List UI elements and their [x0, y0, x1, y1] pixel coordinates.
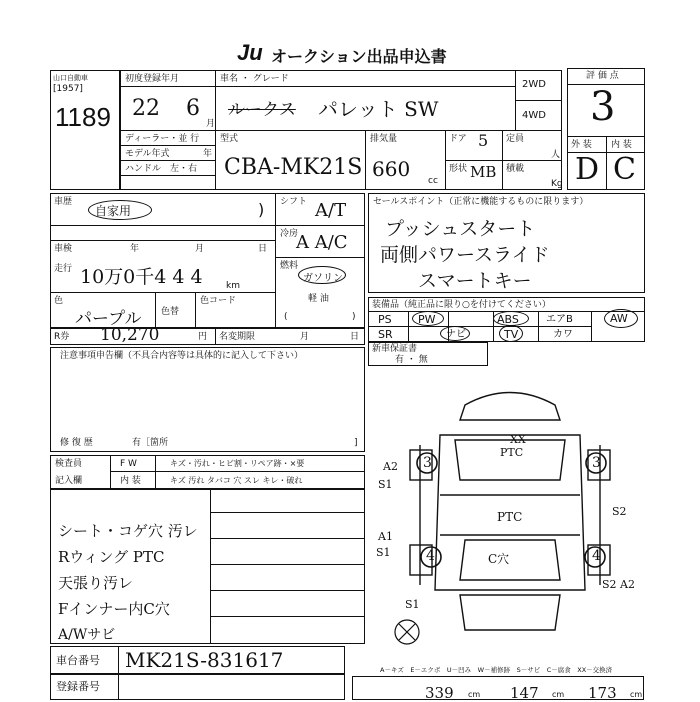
inspection-label: 車検 [54, 244, 73, 254]
usage-value: 自家用 [95, 204, 132, 218]
repair-history-value: 有［箇所 [132, 438, 169, 448]
inspection-month: 月 [195, 244, 205, 254]
repair-history-label: 修 復 歴 [60, 438, 93, 448]
equip-navi: ナビ [446, 329, 466, 340]
load-label: 積載 [506, 164, 525, 174]
remark-line-4: Fインナー内C穴 [58, 600, 170, 618]
first-registration-era: 22 [132, 96, 160, 121]
rating-score: 3 [590, 84, 616, 130]
exterior-grade: D [575, 152, 600, 187]
legend-interior: キズ 汚れ タバコ 穴 スレ キレ・破れ [170, 476, 303, 485]
displacement-label: 排気量 [370, 134, 398, 144]
diagram-mark-a2: A2 [383, 460, 398, 473]
length-value: 339 [425, 684, 454, 702]
capacity-label: 定員 [506, 134, 525, 144]
chassis-number: MK21S-831617 [125, 648, 284, 672]
diagram-mark-ptc-front: PTC [500, 446, 524, 459]
name-change-month: 月 [300, 332, 310, 342]
chassis-label: 車台番号 [56, 654, 100, 667]
mileage-label: 走行 [54, 264, 73, 274]
diagram-mark-s2: S2 [612, 505, 627, 518]
dealer-label: ディーラー・並 行 [125, 134, 200, 144]
color-label: 色 [54, 296, 64, 306]
notes-box [50, 347, 365, 452]
shape-label: 形状 [449, 164, 468, 174]
sales-point-line-2: 両側パワースライド [380, 244, 550, 266]
displacement-unit: cc [428, 176, 438, 186]
model-year-label: モデル年式 [125, 149, 170, 159]
color-value: パープル [75, 309, 142, 329]
brand-logo: Ju [237, 40, 263, 65]
wheel-mark-fl: 3 [423, 455, 432, 471]
equipment-label: 装備品（純正品に限り○を付けてください） [372, 300, 551, 310]
capacity-unit: 人 [551, 150, 561, 160]
notes-label: 注意事項申告欄（不具合内容等は具体的に記入して下さい） [60, 351, 304, 361]
diagram-mark-c-hole: C穴 [488, 552, 510, 566]
first-registration-label: 初度登録年月 [125, 74, 180, 84]
equip-aw: AW [610, 312, 628, 325]
ac-value: A A/C [296, 232, 348, 253]
legend-exterior: キズ・汚れ・ヒビ割・リペア跡・×要 [170, 459, 305, 468]
diagram-mark-s1-side: S1 [376, 546, 391, 559]
equip-sr: SR [378, 328, 393, 341]
equip-pw: PW [418, 313, 436, 326]
name-change-day: 日 [350, 332, 360, 342]
doors-label: ドア [449, 134, 467, 144]
width-value: 147 [510, 684, 539, 702]
lot-code: [1957] [53, 84, 83, 94]
interior-grade: C [613, 152, 636, 187]
lot-number: 1189 [55, 102, 111, 132]
wheel-mark-fr: 3 [592, 455, 601, 471]
registration-label: 登録番号 [56, 680, 100, 693]
month-unit: 月 [206, 119, 216, 129]
model-type-label: 型式 [220, 134, 239, 144]
page-title: オークション出品申込書 [271, 47, 447, 66]
wheel-mark-rl: 4 [426, 548, 435, 564]
vehicle-name-label: 車名 ・ グレード [220, 74, 289, 84]
remark-line-3: 天張り汚レ [58, 574, 134, 592]
fw-label: F W [120, 459, 137, 469]
width-unit: cm [552, 690, 565, 699]
handle-label: ハンドル 左・右 [125, 164, 198, 174]
recycle-value: 10,270 [100, 325, 160, 345]
sales-point-line-3: スマートキー [418, 270, 532, 292]
vehicle-name-value: パレット SW [318, 97, 439, 121]
equip-ps: PS [378, 313, 392, 326]
mileage-value: 10万0千4 4 4 [80, 266, 203, 288]
model-year-unit: 年 [203, 149, 213, 159]
inspector-label: 検査員 [55, 459, 83, 469]
exterior-label: 外 装 [571, 140, 592, 150]
diagram-mark-xx: XX [510, 433, 526, 446]
load-unit: Kg [551, 179, 563, 189]
interior-entry-label: 内 装 [120, 476, 141, 486]
wheel-mark-rr: 4 [592, 548, 601, 564]
warranty-options: 有 ・ 無 [395, 355, 428, 365]
mileage-unit: km [226, 281, 240, 291]
diagram-mark-s1-front: S1 [378, 478, 393, 491]
sales-point-line-1: プッシュスタート [385, 218, 536, 240]
length-unit: cm [468, 690, 481, 699]
recycle-unit: 円 [198, 332, 208, 342]
height-unit: cm [630, 690, 643, 699]
warranty-label: 新車保証書 [372, 344, 418, 354]
interior-label: 内 装 [611, 140, 632, 150]
drive-4wd: 4WD [522, 110, 546, 121]
equip-abs: ABS [497, 313, 519, 326]
diagram-mark-s2-a2: S2 A2 [602, 578, 635, 591]
sales-point-label: セールスポイント（正常に機能するものに限ります） [373, 197, 589, 207]
history-label: 車歴 [54, 197, 73, 207]
diagram-mark-a1: A1 [378, 530, 393, 543]
fuel-value: ガソリン [303, 273, 343, 284]
entry-label: 記入欄 [55, 476, 83, 486]
diagram-mark-ptc-center: PTC [497, 510, 523, 524]
damage-legend: A－キズ E－エクボ U－凹み W－補修跡 S－サビ C－腐食 XX－交換済 [380, 666, 613, 674]
height-value: 173 [588, 684, 617, 702]
diesel-label: 軽 油 [308, 294, 329, 304]
shift-value: A/T [315, 200, 347, 221]
equip-tv: TV [504, 328, 519, 341]
rating-label: 評 価 点 [586, 71, 619, 81]
doors-value: 5 [478, 131, 489, 150]
first-registration-month: 6 [186, 96, 200, 121]
fuel-label: 燃料 [280, 261, 299, 271]
displacement-value: 660 [372, 157, 411, 181]
model-type-value: CBA-MK21S [224, 155, 363, 180]
color-change-label: 色替 [161, 307, 180, 317]
shape-value: MB [470, 163, 497, 181]
inspection-day: 日 [258, 244, 268, 254]
equip-airbag: エアB [546, 314, 573, 325]
color-code-label: 色コード [200, 296, 237, 306]
vehicle-name-struck: ルークス [228, 100, 296, 120]
inspection-year: 年 [130, 244, 140, 254]
remark-line-1: シート・コゲ穴 汚レ [58, 522, 198, 540]
name-change-label: 名変期限 [219, 332, 256, 342]
recycle-row [50, 328, 365, 345]
lot-dealer: 山口自動車 [53, 74, 88, 82]
diagram-mark-s1-rear: S1 [405, 598, 420, 611]
ac-label: 冷房 [280, 229, 299, 239]
remark-line-5: A/Wサビ [58, 627, 116, 643]
recycle-label: R券 [54, 332, 70, 342]
remark-line-2: Rウィング PTC [58, 548, 165, 566]
drive-2wd: 2WD [522, 79, 546, 90]
equip-leather: カワ [553, 329, 573, 340]
shift-label: シフト [280, 197, 308, 207]
